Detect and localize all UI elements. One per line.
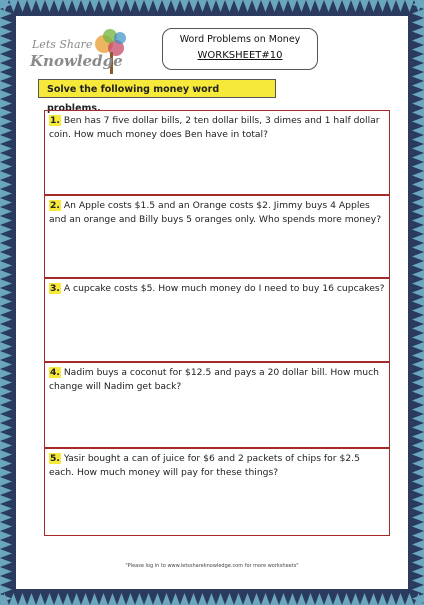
footer-note: "Please log in to www.letsshareknowledge.com for more worksheets" <box>125 563 299 569</box>
worksheet-title: Word Problems on Money <box>179 34 301 45</box>
problem-number: 3. <box>50 283 60 294</box>
logo-line1: Lets Share <box>32 38 93 51</box>
problem-text: Yasir bought a can of juice for $6 and 2 packets of chips for $2.5 each. How much money will pay for these things? <box>49 453 360 478</box>
worksheet-page <box>16 16 408 589</box>
problem-box <box>44 448 390 536</box>
problem-text: A cupcake costs $5. How much money do I need to buy 16 cupcakes? <box>63 283 385 294</box>
problem-text: Nadim buys a coconut for $12.5 and pays a 20 dollar bill. How much change will Nadim get back? <box>49 367 380 392</box>
title-box <box>162 28 318 70</box>
problem-number: 1. <box>50 115 60 126</box>
problem-number: 5. <box>50 453 60 464</box>
problem-box <box>44 110 390 195</box>
instruction-banner: Solve the following money word problems. <box>38 79 276 98</box>
problem-number: 4. <box>50 367 60 378</box>
problem-box <box>44 278 390 362</box>
problem-text: An Apple costs $1.5 and an Orange costs $2. Jimmy buys 4 Apples and an orange and Billy buys 5 oranges only. Who spends more money? <box>49 200 382 225</box>
problem-box <box>44 362 390 448</box>
problem-number: 2. <box>50 200 60 211</box>
problem-text: Ben has 7 five dollar bills, 2 ten dollar bills, 3 dimes and 1 half dollar coin. How much money does Ben have in total? <box>49 115 380 140</box>
site-logo <box>26 24 136 84</box>
problem-box <box>44 195 390 278</box>
worksheet-number: WORKSHEET#10 <box>197 50 283 61</box>
logo-line2: Knowledge <box>30 52 123 70</box>
